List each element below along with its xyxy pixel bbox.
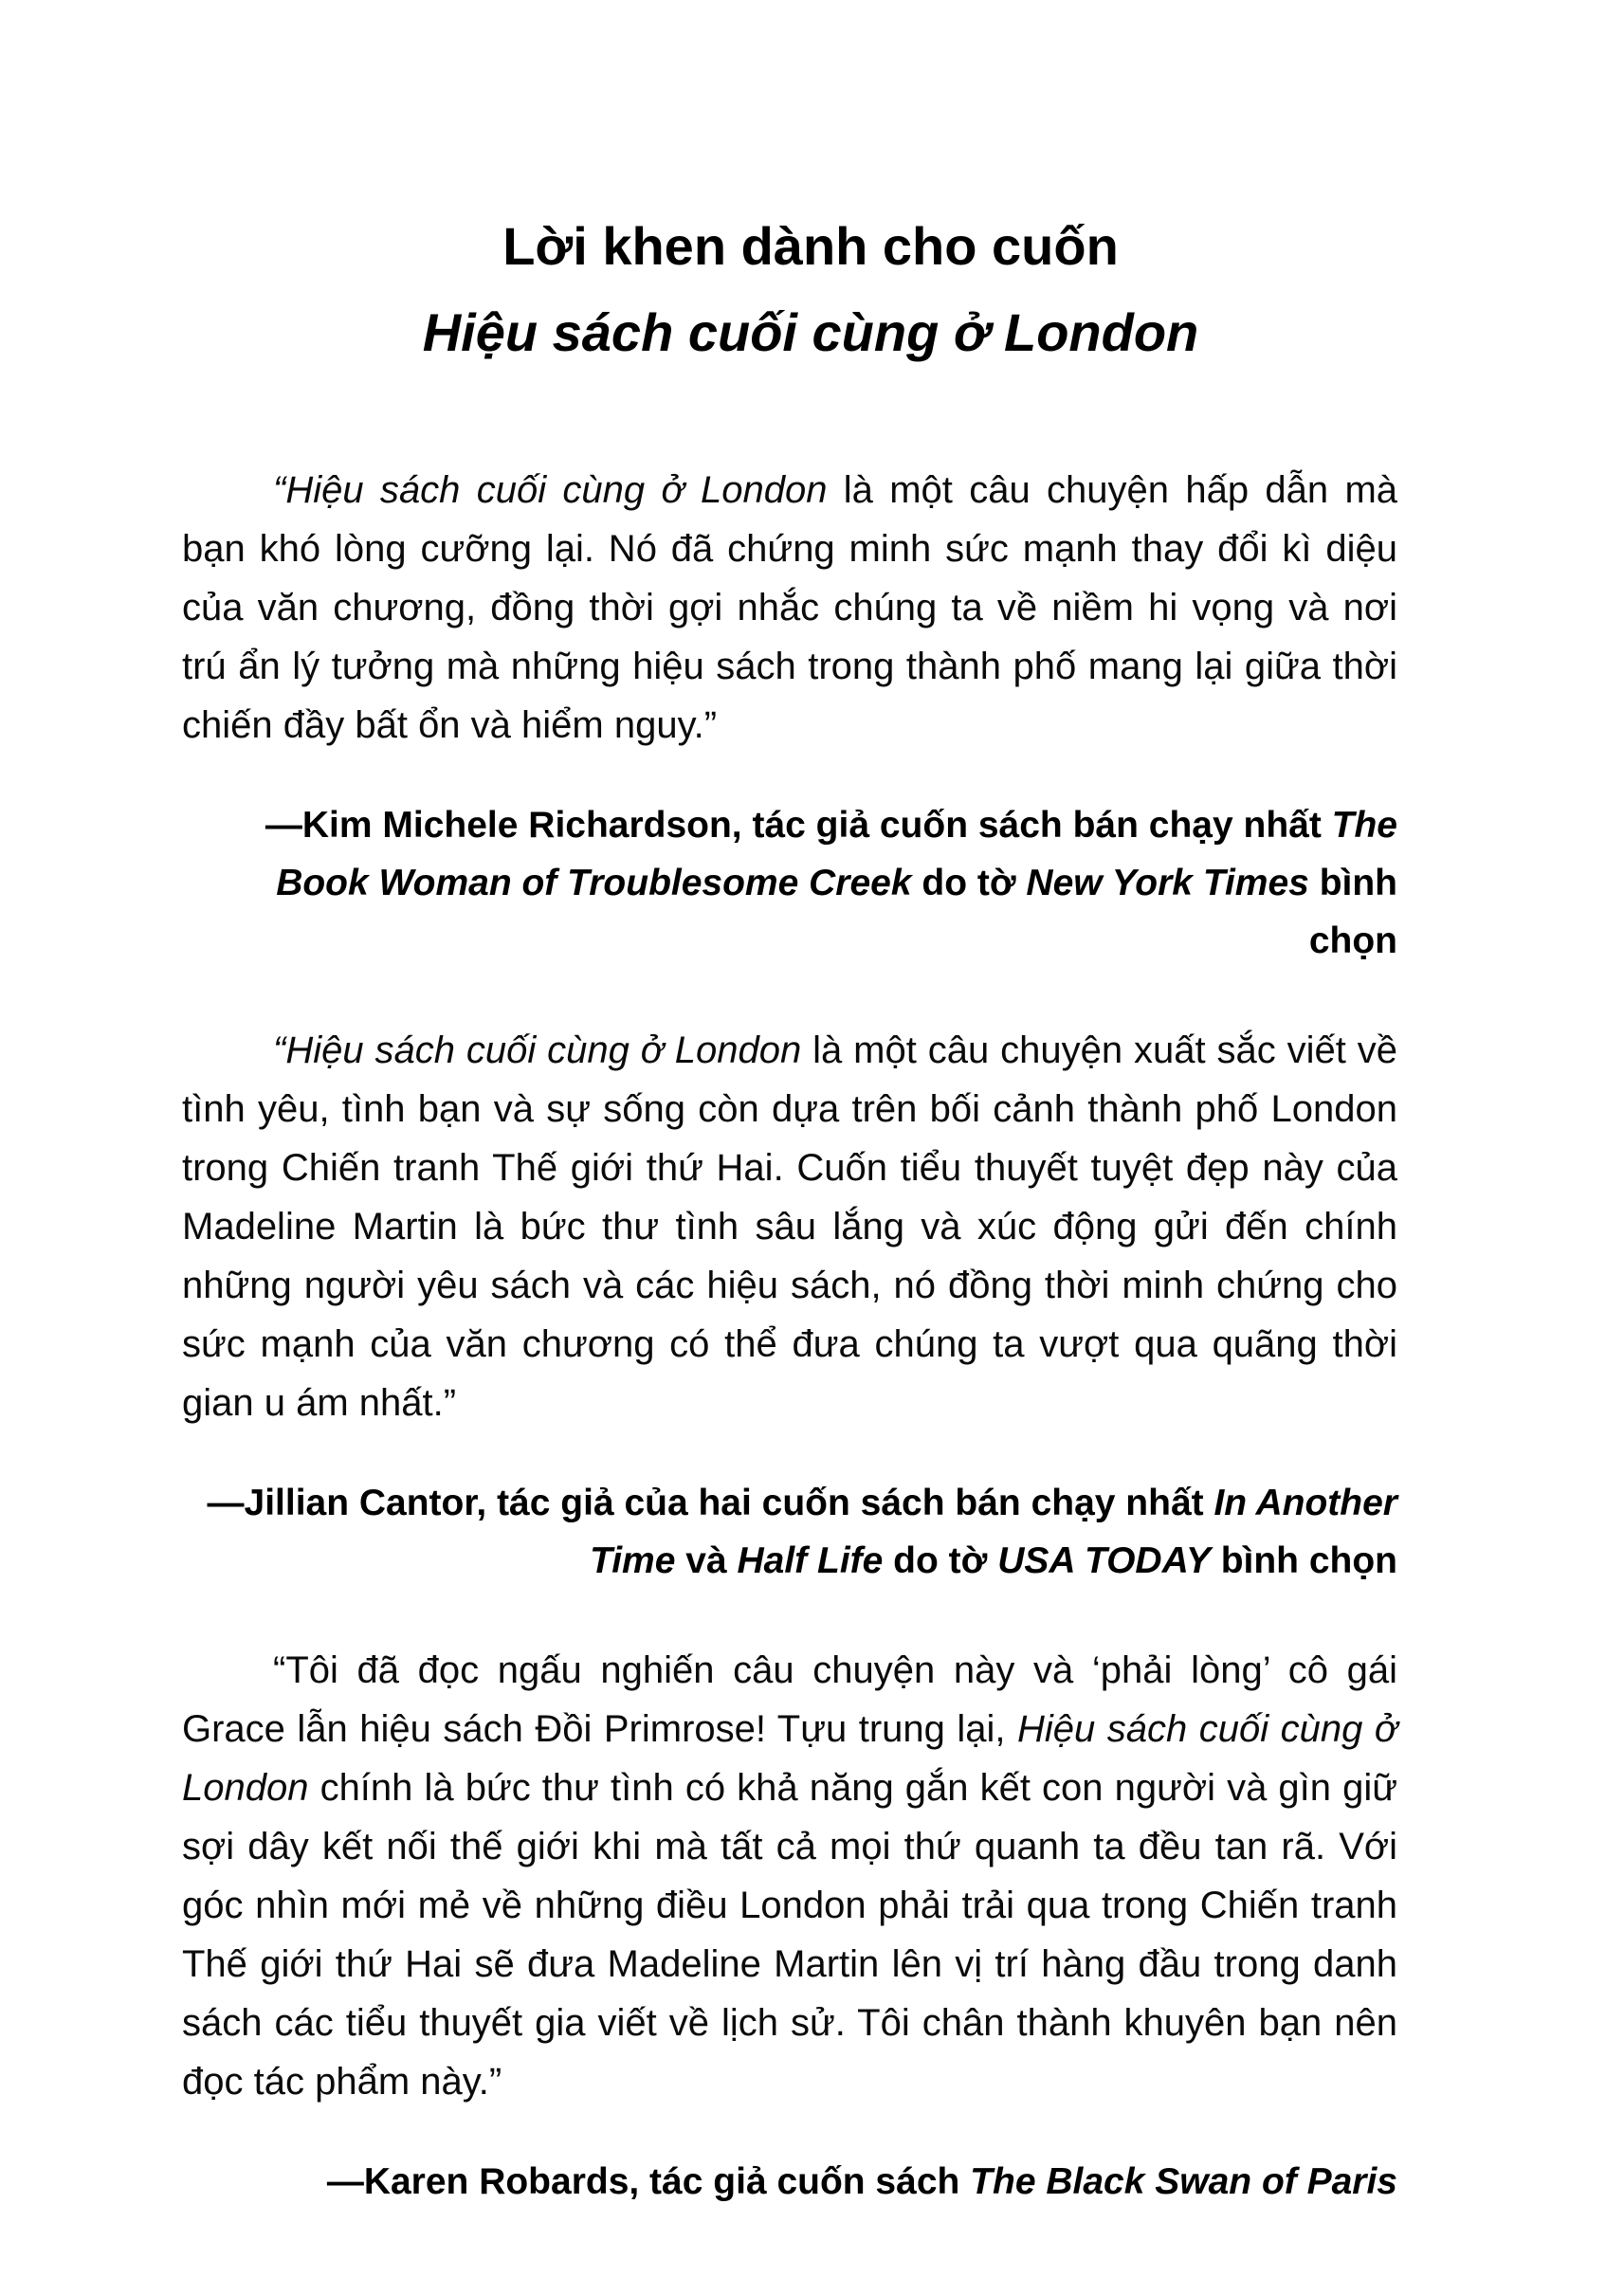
praise-quote-2: “Hiệu sách cuối cùng ở London là một câu chuyện xuất sắc viết về tình yêu, tình bạn và sự sống còn dựa trên bối cảnh thành phố London trong Chiến tranh Thế giới thứ Hai. Cuốn tiểu thuyết tuyệt đẹp này của Madeline Martin là bức thư tình sâu lắng và xúc động gửi đến chính những người yêu sách và các hiệu sách, nó đồng thời minh chứng cho sức mạnh của văn chương có thể đưa chúng ta vượt qua quãng thời gian u ám nhất.” — [182, 1029, 1397, 1425]
praise-attribution-2: —Jillian Cantor, tác giả của hai cuốn sách bán chạy nhất In Another Time và Half Life do tờ USA TODAY bình chọn — [207, 1483, 1397, 1582]
page-title: Lời khen dành cho cuốn — [502, 216, 1119, 276]
praise-attribution-3: —Karen Robards, tác giả cuốn sách The Black Swan of Paris — [326, 2161, 1397, 2203]
praise-quote-1: “Hiệu sách cuối cùng ở London là một câu chuyện hấp dẫn mà bạn khó lòng cưỡng lại. Nó đã chứng minh sức mạnh thay đổi kì diệu của văn chương, đồng thời gợi nhắc chúng ta về niềm hi vọng và nơi trú ẩn lý tưởng mà những hiệu sách trong thành phố mang lại giữa thời chiến đầy bất ổn và hiểm nguy.” — [182, 469, 1398, 747]
praise-quote-3: “Tôi đã đọc ngấu nghiến câu chuyện này và ‘phải lòng’ cô gái Grace lẫn hiệu sách Đồi Primrose! Tựu trung lại, Hiệu sách cuối cùng ở London chính là bức thư tình có khả năng gắn kết con người và gìn giữ sợi dây kết nối thế giới khi mà tất cả mọi thứ quanh ta đều tan rã. Với góc nhìn mới mẻ về những điều London phải trải qua trong Chiến tranh Thế giới thứ Hai sẽ đưa Madeline Martin lên vị trí hàng đầu trong danh sách các tiểu thuyết gia viết về lịch sử. Tôi chân thành khuyên bạn nên đọc tác phẩm này.” — [182, 1649, 1397, 2104]
praise-attribution-1: —Kim Michele Richardson, tác giả cuốn sách bán chạy nhất The Book Woman of Troublesome Creek do tờ New York Times bình chọn — [265, 805, 1397, 962]
book-title: Hiệu sách cuối cùng ở London — [422, 302, 1199, 363]
